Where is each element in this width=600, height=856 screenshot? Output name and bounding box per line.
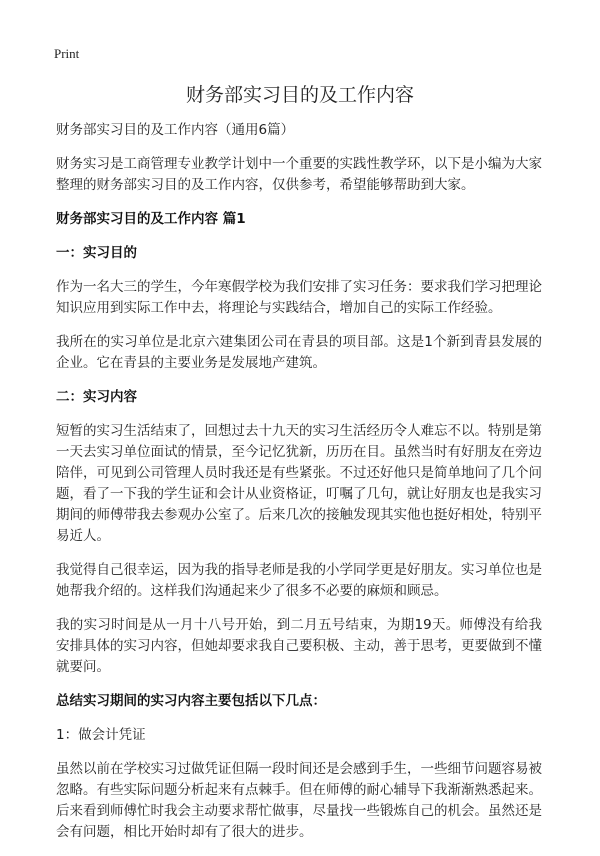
paragraph: 虽然以前在学校实习过做凭证但隔一段时间还是会感到手生，一些细节问题容易被忽略。有些实际问题分析起来有点棘手。但在师傅的耐心辅导下我渐渐熟悉起来。后来看到师傅忙时我会主动要求帮忙做事，尽量找一些锻炼自己的机会。虽然还是会有问题，相比开始时却有了很大的进步。 <box>56 761 542 840</box>
print-link[interactable]: Print <box>54 46 80 61</box>
section-heading-purpose: 一：实习目的 <box>56 245 137 261</box>
paragraph: 作为一名大三的学生，今年寒假学校为我们安排了实习任务：要求我们学习把理论知识应用到实际工作中去，将理论与实践结合，增加自己的实际工作经验。 <box>56 279 542 316</box>
paragraph: 我觉得自己很幸运，因为我的指导老师是我的小学同学更是好朋友。实习单位也是她帮我介绍的。这样我们沟通起来少了很多不必要的麻烦和顾忌。 <box>56 562 542 599</box>
summary-heading: 总结实习期间的实习内容主要包括以下几点： <box>56 693 326 709</box>
page-title: 财务部实习目的及工作内容 <box>185 84 414 106</box>
article-heading: 财务部实习目的及工作内容 篇1 <box>56 211 246 227</box>
document-body <box>56 120 542 856</box>
paragraph: 我所在的实习单位是北京六建集团公司在青县的项目部。这是1个新到青县发展的企业。它在青县的主要业务是发展地产建筑。 <box>56 334 542 371</box>
section-heading-content: 二：实习内容 <box>56 389 137 405</box>
paragraph: 短暂的实习生活结束了，回想过去十九天的实习生活经历令人难忘不以。特别是第一天去实习单位面试的情景，至今记忆犹新，历历在目。虽然当时有好朋友在旁边陪伴，可见到公司管理人员时我还是有些紧张。不过还好他只是简单地问了几个问题，看了一下我的学生证和会计从业资格证，叮嘱了几句，就让好朋友也是我实习期间的师傅带我去参观办公室了。后来几次的接触发现其实他也挺好相处，特别平易近人。 <box>56 423 542 544</box>
list-item-heading: 1：做会计凭证 <box>56 727 146 743</box>
subtitle: 财务部实习目的及工作内容（通用6篇） <box>56 122 295 138</box>
intro-paragraph: 财务实习是工商管理专业教学计划中一个重要的实践性教学环，以下是小编为大家整理的财务部实习目的及工作内容，仅供参考，希望能够帮助到大家。 <box>56 156 542 193</box>
paragraph: 我的实习时间是从一月十八号开始，到二月五号结束，为期19天。师傅没有给我安排具体的实习内容，但她却要求我自己要积极、主动，善于思考，更要做到不懂就要问。 <box>56 617 542 675</box>
